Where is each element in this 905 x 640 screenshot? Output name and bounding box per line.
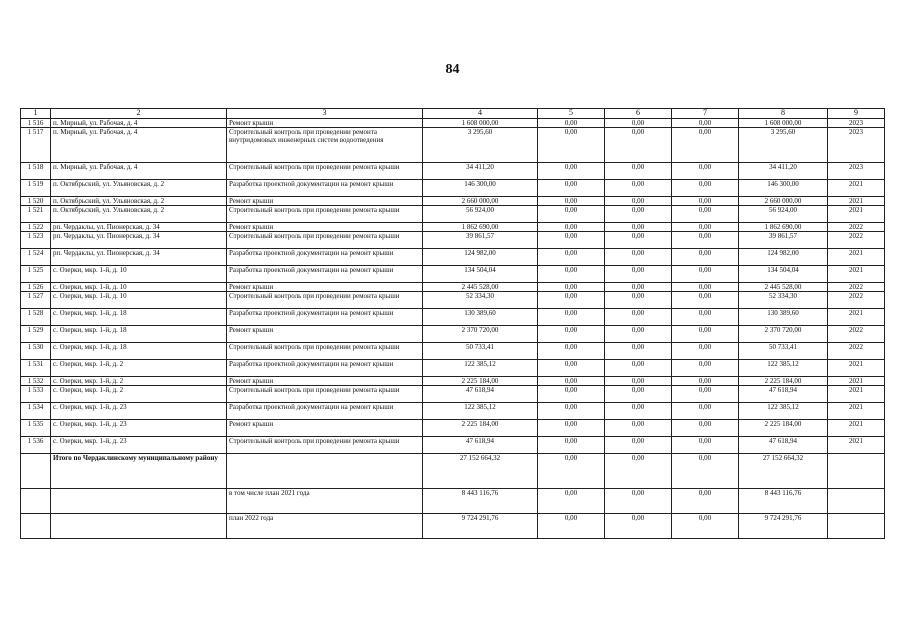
total-amount-cell: 27 152 664,32 xyxy=(423,454,538,489)
year-cell: 2022 xyxy=(828,343,885,360)
amount-col7-cell: 0,00 xyxy=(672,437,739,454)
empty-cell xyxy=(227,454,423,489)
amount-col8-cell: 134 504,04 xyxy=(739,266,828,283)
header-cell: 9 xyxy=(828,109,885,119)
row-number: 1 535 xyxy=(21,420,51,437)
amount-total-cell: 47 618,94 xyxy=(423,386,538,403)
header-cell: 8 xyxy=(739,109,828,119)
address-cell: с. Озерки, мкр. 1-й, д. 23 xyxy=(51,420,227,437)
address-cell: п. Октябрьский, ул. Ульяновская, д. 2 xyxy=(51,197,227,206)
year-cell: 2022 xyxy=(828,223,885,232)
address-cell: с. Озерки, мкр. 1-й, д. 2 xyxy=(51,377,227,386)
amount-col5-cell: 0,00 xyxy=(538,309,605,326)
amount-col5-cell: 0,00 xyxy=(538,343,605,360)
amount-total-cell: 2 225 184,00 xyxy=(423,377,538,386)
amount-col6-cell: 0,00 xyxy=(605,420,672,437)
total-row xyxy=(21,454,885,489)
work-type-cell: Ремонт крыши xyxy=(227,377,423,386)
plan-col8-cell: 9 724 291,76 xyxy=(739,514,828,539)
address-cell: с. Озерки, мкр. 1-й, д. 10 xyxy=(51,266,227,283)
header-cell: 1 xyxy=(21,109,51,119)
work-type-cell: Ремонт крыши xyxy=(227,223,423,232)
header-cell: 3 xyxy=(227,109,423,119)
work-type-cell: Ремонт крыши xyxy=(227,420,423,437)
amount-total-cell: 50 733,41 xyxy=(423,343,538,360)
address-cell: с. Озерки, мкр. 1-й, д. 10 xyxy=(51,292,227,309)
amount-col7-cell: 0,00 xyxy=(672,403,739,420)
amount-total-cell: 2 225 184,00 xyxy=(423,420,538,437)
year-cell: 2021 xyxy=(828,360,885,377)
address-cell: с. Озерки, мкр. 1-й, д. 18 xyxy=(51,309,227,326)
amount-col8-cell: 52 334,30 xyxy=(739,292,828,309)
table-row xyxy=(21,163,885,180)
amount-col7-cell: 0,00 xyxy=(672,223,739,232)
amount-col7-cell: 0,00 xyxy=(672,119,739,128)
work-type-cell: Строительный контроль при проведении ремонта крыши xyxy=(227,386,423,403)
row-number: 1 527 xyxy=(21,292,51,309)
amount-col8-cell: 2 225 184,00 xyxy=(739,420,828,437)
row-number: 1 526 xyxy=(21,283,51,292)
address-cell: рп. Чердаклы, ул. Пионерская, д. 34 xyxy=(51,249,227,266)
row-number: 1 531 xyxy=(21,360,51,377)
amount-col7-cell: 0,00 xyxy=(672,266,739,283)
work-type-cell: Строительный контроль при проведении ремонта крыши xyxy=(227,292,423,309)
amount-col6-cell: 0,00 xyxy=(605,266,672,283)
amount-total-cell: 52 334,30 xyxy=(423,292,538,309)
amount-col5-cell: 0,00 xyxy=(538,119,605,128)
work-type-cell: Ремонт крыши xyxy=(227,119,423,128)
total-label: Итого по Чердаклинскому муниципальному району xyxy=(51,454,227,489)
table-row xyxy=(21,232,885,249)
address-cell: с. Озерки, мкр. 1-й, д. 2 xyxy=(51,360,227,377)
header-cell: 2 xyxy=(51,109,227,119)
header-cell: 5 xyxy=(538,109,605,119)
year-cell: 2021 xyxy=(828,180,885,197)
amount-col8-cell: 130 389,60 xyxy=(739,309,828,326)
year-cell: 2022 xyxy=(828,292,885,309)
amount-col7-cell: 0,00 xyxy=(672,163,739,180)
amount-col5-cell: 0,00 xyxy=(538,420,605,437)
amount-col6-cell: 0,00 xyxy=(605,283,672,292)
table-row xyxy=(21,266,885,283)
header-cell: 4 xyxy=(423,109,538,119)
row-number: 1 528 xyxy=(21,309,51,326)
work-type-cell: Разработка проектной документации на ремонт крыши xyxy=(227,266,423,283)
row-number: 1 533 xyxy=(21,386,51,403)
amount-col5-cell: 0,00 xyxy=(538,360,605,377)
amount-col6-cell: 0,00 xyxy=(605,360,672,377)
row-number: 1 529 xyxy=(21,326,51,343)
empty-cell xyxy=(51,489,227,514)
empty-cell xyxy=(828,454,885,489)
work-type-cell: Строительный контроль при проведении ремонта внутридомовых инженерных систем водоотведения xyxy=(227,128,423,163)
empty-cell xyxy=(828,489,885,514)
year-cell: 2022 xyxy=(828,326,885,343)
amount-col8-cell: 1 608 000,00 xyxy=(739,119,828,128)
plan-row xyxy=(21,514,885,539)
address-cell: п. Мирный, ул. Рабочая, д. 4 xyxy=(51,119,227,128)
amount-col7-cell: 0,00 xyxy=(672,309,739,326)
total-col7-cell: 0,00 xyxy=(672,454,739,489)
amount-total-cell: 122 385,12 xyxy=(423,360,538,377)
amount-col6-cell: 0,00 xyxy=(605,128,672,163)
amount-col5-cell: 0,00 xyxy=(538,266,605,283)
work-type-cell: Строительный контроль при проведении ремонта крыши xyxy=(227,437,423,454)
year-cell: 2021 xyxy=(828,266,885,283)
row-number: 1 524 xyxy=(21,249,51,266)
table-row xyxy=(21,283,885,292)
amount-col8-cell: 122 385,12 xyxy=(739,360,828,377)
amount-col5-cell: 0,00 xyxy=(538,197,605,206)
year-cell: 2022 xyxy=(828,283,885,292)
empty-cell xyxy=(21,454,51,489)
row-number: 1 517 xyxy=(21,128,51,163)
year-cell: 2023 xyxy=(828,163,885,180)
plan-amount-cell: 8 443 116,76 xyxy=(423,489,538,514)
amount-col7-cell: 0,00 xyxy=(672,128,739,163)
amount-col8-cell: 47 618,94 xyxy=(739,386,828,403)
year-cell: 2021 xyxy=(828,249,885,266)
table-row xyxy=(21,403,885,420)
amount-total-cell: 47 618,94 xyxy=(423,437,538,454)
table-row xyxy=(21,292,885,309)
year-cell: 2022 xyxy=(828,232,885,249)
plan-label: в том числе план 2021 года xyxy=(227,489,423,514)
amount-col8-cell: 34 411,20 xyxy=(739,163,828,180)
amount-total-cell: 3 295,60 xyxy=(423,128,538,163)
amount-col5-cell: 0,00 xyxy=(538,249,605,266)
amount-col5-cell: 0,00 xyxy=(538,326,605,343)
amount-col6-cell: 0,00 xyxy=(605,309,672,326)
table-row xyxy=(21,249,885,266)
amount-col6-cell: 0,00 xyxy=(605,206,672,223)
amount-col7-cell: 0,00 xyxy=(672,326,739,343)
amount-col8-cell: 2 370 720,00 xyxy=(739,326,828,343)
amount-col7-cell: 0,00 xyxy=(672,197,739,206)
amount-total-cell: 1 862 690,00 xyxy=(423,223,538,232)
amount-col6-cell: 0,00 xyxy=(605,377,672,386)
row-number: 1 519 xyxy=(21,180,51,197)
amount-col7-cell: 0,00 xyxy=(672,292,739,309)
amount-col6-cell: 0,00 xyxy=(605,197,672,206)
amount-col8-cell: 47 618,94 xyxy=(739,437,828,454)
amount-col6-cell: 0,00 xyxy=(605,223,672,232)
amount-col8-cell: 124 982,00 xyxy=(739,249,828,266)
amount-col7-cell: 0,00 xyxy=(672,180,739,197)
amount-col5-cell: 0,00 xyxy=(538,180,605,197)
table-row xyxy=(21,119,885,128)
plan-col7-cell: 0,00 xyxy=(672,489,739,514)
table-row xyxy=(21,343,885,360)
plan-col5-cell: 0,00 xyxy=(538,489,605,514)
table-row xyxy=(21,128,885,163)
work-type-cell: Разработка проектной документации на ремонт крыши xyxy=(227,403,423,420)
work-type-cell: Ремонт крыши xyxy=(227,326,423,343)
work-type-cell: Разработка проектной документации на ремонт крыши xyxy=(227,309,423,326)
work-type-cell: Строительный контроль при проведении ремонта крыши xyxy=(227,232,423,249)
address-cell: п. Октябрьский, ул. Ульяновская, д. 2 xyxy=(51,206,227,223)
year-cell: 2021 xyxy=(828,420,885,437)
amount-total-cell: 130 389,60 xyxy=(423,309,538,326)
address-cell: п. Мирный, ул. Рабочая, д. 4 xyxy=(51,163,227,180)
amount-total-cell: 34 411,20 xyxy=(423,163,538,180)
amount-col5-cell: 0,00 xyxy=(538,283,605,292)
amount-col8-cell: 39 861,57 xyxy=(739,232,828,249)
plan-col6-cell: 0,00 xyxy=(605,489,672,514)
plan-col5-cell: 0,00 xyxy=(538,514,605,539)
amount-col8-cell: 2 225 184,00 xyxy=(739,377,828,386)
amount-col8-cell: 2 445 528,00 xyxy=(739,283,828,292)
amount-col8-cell: 50 733,41 xyxy=(739,343,828,360)
amount-total-cell: 39 861,57 xyxy=(423,232,538,249)
amount-total-cell: 2 445 528,00 xyxy=(423,283,538,292)
plan-amount-cell: 9 724 291,76 xyxy=(423,514,538,539)
year-cell: 2021 xyxy=(828,386,885,403)
amount-col6-cell: 0,00 xyxy=(605,232,672,249)
year-cell: 2021 xyxy=(828,197,885,206)
work-type-cell: Ремонт крыши xyxy=(227,197,423,206)
amount-col7-cell: 0,00 xyxy=(672,386,739,403)
amount-col7-cell: 0,00 xyxy=(672,420,739,437)
amount-col6-cell: 0,00 xyxy=(605,326,672,343)
amount-col6-cell: 0,00 xyxy=(605,292,672,309)
table-row xyxy=(21,206,885,223)
empty-cell xyxy=(21,489,51,514)
amount-col6-cell: 0,00 xyxy=(605,386,672,403)
table-row xyxy=(21,180,885,197)
work-type-cell: Разработка проектной документации на ремонт крыши xyxy=(227,180,423,197)
table-row xyxy=(21,420,885,437)
amount-col5-cell: 0,00 xyxy=(538,232,605,249)
plan-row xyxy=(21,489,885,514)
plan-col8-cell: 8 443 116,76 xyxy=(739,489,828,514)
amount-col8-cell: 56 924,00 xyxy=(739,206,828,223)
year-cell: 2021 xyxy=(828,377,885,386)
address-cell: с. Озерки, мкр. 1-й, д. 2 xyxy=(51,386,227,403)
amount-col6-cell: 0,00 xyxy=(605,249,672,266)
amount-col5-cell: 0,00 xyxy=(538,386,605,403)
address-cell: с. Озерки, мкр. 1-й, д. 23 xyxy=(51,437,227,454)
amount-total-cell: 124 982,00 xyxy=(423,249,538,266)
amount-col6-cell: 0,00 xyxy=(605,437,672,454)
table-row xyxy=(21,309,885,326)
amount-col5-cell: 0,00 xyxy=(538,292,605,309)
table-row xyxy=(21,386,885,403)
plan-label: план 2022 года xyxy=(227,514,423,539)
row-number: 1 525 xyxy=(21,266,51,283)
plan-col6-cell: 0,00 xyxy=(605,514,672,539)
amount-col6-cell: 0,00 xyxy=(605,403,672,420)
header-row xyxy=(21,109,885,119)
year-cell: 2021 xyxy=(828,309,885,326)
amount-col6-cell: 0,00 xyxy=(605,119,672,128)
amount-col6-cell: 0,00 xyxy=(605,180,672,197)
amount-total-cell: 134 504,04 xyxy=(423,266,538,283)
work-type-cell: Ремонт крыши xyxy=(227,283,423,292)
amount-col5-cell: 0,00 xyxy=(538,403,605,420)
amount-col7-cell: 0,00 xyxy=(672,249,739,266)
amount-col7-cell: 0,00 xyxy=(672,232,739,249)
header-cell: 6 xyxy=(605,109,672,119)
plan-col7-cell: 0,00 xyxy=(672,514,739,539)
row-number: 1 522 xyxy=(21,223,51,232)
amount-total-cell: 146 300,00 xyxy=(423,180,538,197)
amount-col8-cell: 3 295,60 xyxy=(739,128,828,163)
table-row xyxy=(21,377,885,386)
amount-col5-cell: 0,00 xyxy=(538,437,605,454)
amount-col5-cell: 0,00 xyxy=(538,163,605,180)
table-body xyxy=(21,109,885,539)
total-col8-cell: 27 152 664,32 xyxy=(739,454,828,489)
empty-cell xyxy=(828,514,885,539)
amount-col5-cell: 0,00 xyxy=(538,206,605,223)
amount-total-cell: 56 924,00 xyxy=(423,206,538,223)
address-cell: с. Озерки, мкр. 1-й, д. 23 xyxy=(51,403,227,420)
address-cell: с. Озерки, мкр. 1-й, д. 18 xyxy=(51,343,227,360)
amount-total-cell: 2 370 720,00 xyxy=(423,326,538,343)
amount-total-cell: 122 385,12 xyxy=(423,403,538,420)
amount-col7-cell: 0,00 xyxy=(672,283,739,292)
year-cell: 2021 xyxy=(828,206,885,223)
address-cell: рп. Чердаклы, ул. Пионерская, д. 34 xyxy=(51,223,227,232)
amount-col5-cell: 0,00 xyxy=(538,377,605,386)
table-row xyxy=(21,223,885,232)
work-type-cell: Строительный контроль при проведении ремонта крыши xyxy=(227,163,423,180)
year-cell: 2021 xyxy=(828,437,885,454)
row-number: 1 518 xyxy=(21,163,51,180)
amount-col5-cell: 0,00 xyxy=(538,223,605,232)
work-type-cell: Строительный контроль при проведении ремонта крыши xyxy=(227,206,423,223)
row-number: 1 520 xyxy=(21,197,51,206)
amount-col7-cell: 0,00 xyxy=(672,206,739,223)
work-type-cell: Строительный контроль при проведении ремонта крыши xyxy=(227,343,423,360)
table-row xyxy=(21,437,885,454)
amount-col5-cell: 0,00 xyxy=(538,128,605,163)
table-row xyxy=(21,360,885,377)
row-number: 1 516 xyxy=(21,119,51,128)
work-type-cell: Разработка проектной документации на ремонт крыши xyxy=(227,249,423,266)
address-cell: п. Октябрьский, ул. Ульяновская, д. 2 xyxy=(51,180,227,197)
row-number: 1 536 xyxy=(21,437,51,454)
amount-col7-cell: 0,00 xyxy=(672,343,739,360)
total-col6-cell: 0,00 xyxy=(605,454,672,489)
address-cell: с. Озерки, мкр. 1-й, д. 10 xyxy=(51,283,227,292)
work-type-cell: Разработка проектной документации на ремонт крыши xyxy=(227,360,423,377)
amount-col7-cell: 0,00 xyxy=(672,377,739,386)
amount-col8-cell: 2 660 000,00 xyxy=(739,197,828,206)
amount-col8-cell: 1 862 690,00 xyxy=(739,223,828,232)
row-number: 1 534 xyxy=(21,403,51,420)
objects-table xyxy=(20,108,885,539)
year-cell: 2023 xyxy=(828,119,885,128)
empty-cell xyxy=(21,514,51,539)
amount-col6-cell: 0,00 xyxy=(605,343,672,360)
amount-col8-cell: 122 385,12 xyxy=(739,403,828,420)
row-number: 1 523 xyxy=(21,232,51,249)
table-row xyxy=(21,326,885,343)
total-col5-cell: 0,00 xyxy=(538,454,605,489)
empty-cell xyxy=(51,514,227,539)
amount-col8-cell: 146 300,00 xyxy=(739,180,828,197)
amount-col6-cell: 0,00 xyxy=(605,163,672,180)
amount-total-cell: 1 608 000,00 xyxy=(423,119,538,128)
address-cell: рп. Чердаклы, ул. Пионерская, д. 34 xyxy=(51,232,227,249)
table-row xyxy=(21,197,885,206)
row-number: 1 521 xyxy=(21,206,51,223)
year-cell: 2021 xyxy=(828,403,885,420)
year-cell: 2023 xyxy=(828,128,885,163)
row-number: 1 530 xyxy=(21,343,51,360)
row-number: 1 532 xyxy=(21,377,51,386)
address-cell: п. Мирный, ул. Рабочая, д. 4 xyxy=(51,128,227,163)
page-number: 84 xyxy=(445,62,460,77)
header-cell: 7 xyxy=(672,109,739,119)
amount-col7-cell: 0,00 xyxy=(672,360,739,377)
address-cell: с. Озерки, мкр. 1-й, д. 18 xyxy=(51,326,227,343)
amount-total-cell: 2 660 000,00 xyxy=(423,197,538,206)
